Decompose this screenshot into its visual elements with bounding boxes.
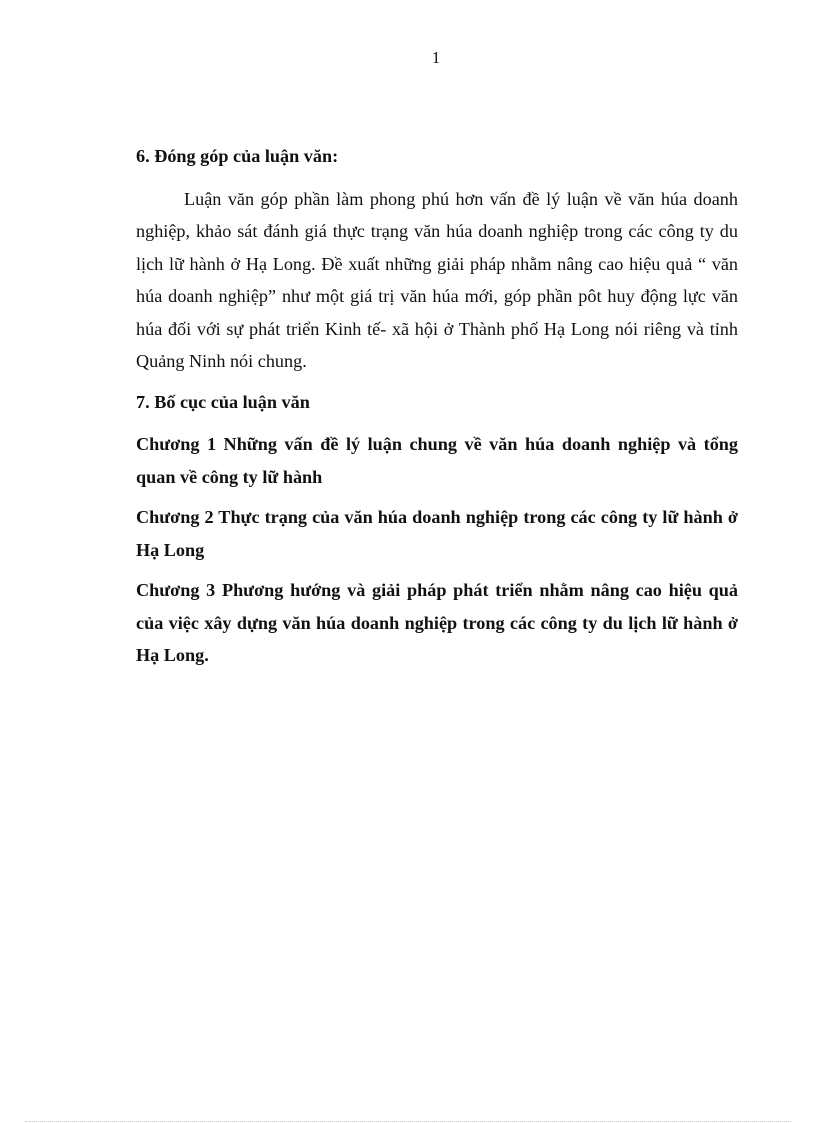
chapter-1-item: Chương 1 Những vấn đề lý luận chung về văn húa doanh nghiệp và tổng quan về công ty lữ hành [136,434,738,487]
page-number: 1 [431,48,441,67]
section-7-heading: 7. Bố cục của luận văn [136,391,310,412]
document-body [136,140,738,680]
section-6-paragraph: Luận văn góp phần làm phong phú hơn vấn đề lý luận về văn húa doanh nghiệp, khảo sát đánh giá thực trạng văn húa doanh nghiệp trong các công ty du lịch lữ hành ở Hạ Long. Đề xuất những giải pháp nhằm nâng cao hiệu quả “ văn húa doanh nghiệp” như một giá trị văn húa mới, góp phần pôt huy động lực văn húa đối với sự phát triển Kinh tế- xã hội ở Thành phố Hạ Long nói riêng và tỉnh Quảng Ninh nói chung. [136,188,738,371]
chapter-2-item: Chương 2 Thực trạng của văn húa doanh nghiệp trong các công ty lữ hành ở Hạ Long [136,507,738,560]
page-bottom-divider [25,1121,791,1122]
chapter-3-item: Chương 3 Phương hướng và giải pháp phát triển nhằm nâng cao hiệu quả của việc xây dựng văn húa doanh nghiệp trong các công ty du lịch lữ hành ở Hạ Long. [136,580,738,665]
section-6-heading: 6. Đóng góp của luận văn: [136,146,339,166]
